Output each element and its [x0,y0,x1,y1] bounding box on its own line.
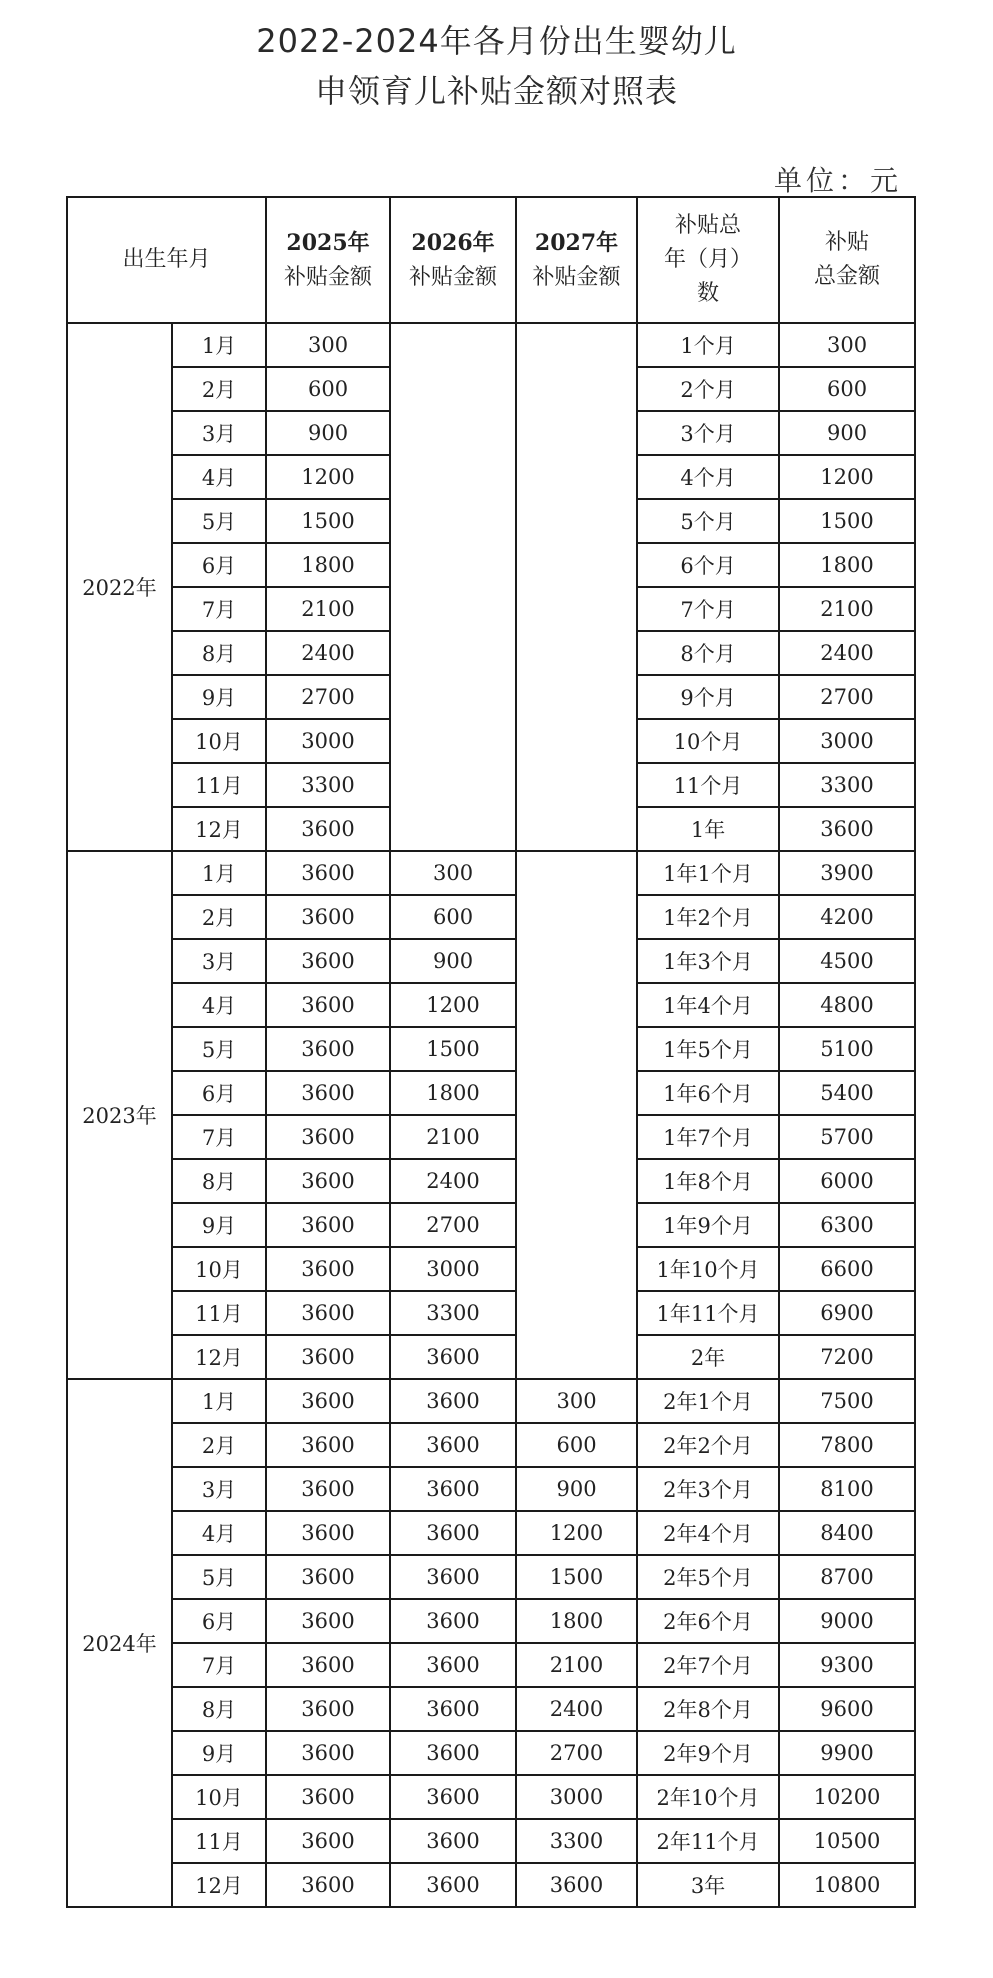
header-2027-label: 补贴金额 [532,264,621,290]
subsidy-2026-cell: 3600 [390,1335,516,1379]
birth-month-cell: 4月 [172,455,266,499]
subsidy-2026-cell: 3600 [390,1599,516,1643]
birth-month-cell: 11月 [172,1819,266,1863]
duration-cell: 2个月 [637,367,779,411]
duration-cell: 2年10个月 [637,1775,779,1819]
subsidy-2025-cell: 3600 [266,895,390,939]
duration-cell: 10个月 [637,719,779,763]
duration-cell: 2年11个月 [637,1819,779,1863]
duration-cell: 1年2个月 [637,895,779,939]
birth-month-cell: 4月 [172,1511,266,1555]
total-amount-cell: 7200 [779,1335,915,1379]
birth-month-cell: 7月 [172,1643,266,1687]
table-row [67,1555,915,1599]
subsidy-2026-cell: 900 [390,939,516,983]
total-amount-cell: 10800 [779,1863,915,1907]
subsidy-2027-cell: 1200 [516,1511,637,1555]
subsidy-2026-cell: 3600 [390,1687,516,1731]
subsidy-2025-cell: 3600 [266,1555,390,1599]
total-amount-cell: 6000 [779,1159,915,1203]
subsidy-2025-cell: 3600 [266,1247,390,1291]
birth-month-cell: 6月 [172,1071,266,1115]
total-amount-cell: 1200 [779,455,915,499]
subsidy-2025-cell: 3600 [266,1687,390,1731]
subsidy-2026-cell: 3600 [390,1379,516,1423]
total-amount-cell: 3900 [779,851,915,895]
header-2025-year: 2025年 [286,229,370,256]
total-amount-cell: 600 [779,367,915,411]
document-title-line-1: 2022-2024年各月份出生婴幼儿 [256,22,737,60]
table-row [67,1203,915,1247]
birth-month-cell: 1月 [172,323,266,367]
birth-month-cell: 9月 [172,1731,266,1775]
subsidy-2026-cell [390,323,516,851]
subsidy-2027-cell: 3000 [516,1775,637,1819]
subsidy-2025-cell: 3600 [266,983,390,1027]
header-2025-label: 补贴金额 [284,264,373,290]
total-amount-cell: 3000 [779,719,915,763]
duration-cell: 3个月 [637,411,779,455]
header-2027-year: 2027年 [534,229,619,256]
birth-month-cell: 8月 [172,631,266,675]
header-2026 [390,197,516,323]
duration-cell: 1年5个月 [637,1027,779,1071]
subsidy-2025-cell: 3600 [266,1731,390,1775]
duration-cell: 1年 [637,807,779,851]
duration-cell: 1年9个月 [637,1203,779,1247]
duration-cell: 6个月 [637,543,779,587]
subsidy-2025-cell: 2100 [266,587,390,631]
table-row [67,939,915,983]
subsidy-2026-cell: 3600 [390,1511,516,1555]
subsidy-2025-cell: 2400 [266,631,390,675]
total-amount-cell: 2100 [779,587,915,631]
total-amount-cell: 5100 [779,1027,915,1071]
subsidy-2026-cell: 1800 [390,1071,516,1115]
header-birth-label: 出生年月 [122,247,211,272]
subsidy-2025-cell: 3000 [266,719,390,763]
total-amount-cell: 1500 [779,499,915,543]
subsidy-2026-cell: 2700 [390,1203,516,1247]
subsidy-2025-cell: 3600 [266,1467,390,1511]
birth-month-cell: 10月 [172,1775,266,1819]
birth-month-cell: 7月 [172,587,266,631]
duration-cell: 2年6个月 [637,1599,779,1643]
duration-cell: 4个月 [637,455,779,499]
total-amount-cell: 8700 [779,1555,915,1599]
table-row [67,1027,915,1071]
header-duration-line-3: 数 [697,281,720,306]
subsidy-2025-cell: 1800 [266,543,390,587]
table-row [67,1423,915,1467]
total-amount-cell: 6300 [779,1203,915,1247]
header-total [779,197,915,323]
total-amount-cell: 9600 [779,1687,915,1731]
total-amount-cell: 8100 [779,1467,915,1511]
table-row [67,1687,915,1731]
birth-month-cell: 5月 [172,499,266,543]
subsidy-2027-cell: 3300 [516,1819,637,1863]
subsidy-2027-cell [516,851,637,1379]
subsidy-2026-cell: 3600 [390,1423,516,1467]
birth-month-cell: 2月 [172,1423,266,1467]
duration-cell: 1个月 [637,323,779,367]
birth-year-cell: 2024年 [67,1379,172,1907]
subsidy-2025-cell: 3600 [266,1159,390,1203]
birth-month-cell: 12月 [172,1335,266,1379]
table-row [67,1731,915,1775]
table-row [67,983,915,1027]
subsidy-2025-cell: 3600 [266,1775,390,1819]
subsidy-2027-cell: 300 [516,1379,637,1423]
total-amount-cell: 900 [779,411,915,455]
subsidy-2025-cell: 3600 [266,1335,390,1379]
birth-month-cell: 5月 [172,1555,266,1599]
subsidy-2025-cell: 1500 [266,499,390,543]
duration-cell: 1年7个月 [637,1115,779,1159]
total-amount-cell: 7500 [779,1379,915,1423]
subsidy-2026-cell: 1500 [390,1027,516,1071]
header-total-line-2: 总金额 [814,264,881,289]
total-amount-cell: 300 [779,323,915,367]
table-row [67,1819,915,1863]
subsidy-2025-cell: 3600 [266,1423,390,1467]
table-row [67,851,915,895]
table-row [67,1159,915,1203]
total-amount-cell: 2400 [779,631,915,675]
table-row [67,1775,915,1819]
birth-month-cell: 10月 [172,1247,266,1291]
total-amount-cell: 6900 [779,1291,915,1335]
table-row [67,1247,915,1291]
table-row [67,1511,915,1555]
document-title-line-2: 申领育儿补贴金额对照表 [314,72,678,110]
birth-month-cell: 8月 [172,1159,266,1203]
birth-month-cell: 5月 [172,1027,266,1071]
subsidy-2025-cell: 3600 [266,1071,390,1115]
table-body [67,323,915,1907]
table-row [67,323,915,367]
duration-cell: 2年3个月 [637,1467,779,1511]
table-row [67,1115,915,1159]
duration-cell: 1年1个月 [637,851,779,895]
subsidy-2025-cell: 3600 [266,1511,390,1555]
birth-month-cell: 12月 [172,807,266,851]
duration-cell: 1年3个月 [637,939,779,983]
table-row [67,1071,915,1115]
birth-month-cell: 3月 [172,939,266,983]
subsidy-2025-cell: 1200 [266,455,390,499]
total-amount-cell: 9000 [779,1599,915,1643]
subsidy-2026-cell: 3600 [390,1731,516,1775]
subsidy-2025-cell: 2700 [266,675,390,719]
subsidy-2026-cell: 3600 [390,1863,516,1907]
duration-cell: 2年8个月 [637,1687,779,1731]
total-amount-cell: 4200 [779,895,915,939]
duration-cell: 2年1个月 [637,1379,779,1423]
subsidy-table [66,196,916,1908]
subsidy-2026-cell: 3600 [390,1643,516,1687]
birth-month-cell: 9月 [172,675,266,719]
birth-month-cell: 2月 [172,895,266,939]
duration-cell: 9个月 [637,675,779,719]
duration-cell: 2年7个月 [637,1643,779,1687]
subsidy-2026-cell: 3600 [390,1555,516,1599]
header-duration [637,197,779,323]
birth-month-cell: 9月 [172,1203,266,1247]
table-row [67,1291,915,1335]
subsidy-2026-cell: 1200 [390,983,516,1027]
birth-month-cell: 12月 [172,1863,266,1907]
birth-month-cell: 4月 [172,983,266,1027]
subsidy-2027-cell: 2100 [516,1643,637,1687]
birth-month-cell: 1月 [172,1379,266,1423]
duration-cell: 1年11个月 [637,1291,779,1335]
subsidy-2025-cell: 3600 [266,1379,390,1423]
subsidy-2027-cell [516,323,637,851]
header-duration-line-2: 年（月） [664,247,753,272]
subsidy-2027-cell: 1800 [516,1599,637,1643]
birth-year-cell: 2022年 [67,323,172,851]
subsidy-2025-cell: 3600 [266,1599,390,1643]
subsidy-2025-cell: 3600 [266,1115,390,1159]
subsidy-2025-cell: 3600 [266,1203,390,1247]
total-amount-cell: 3300 [779,763,915,807]
total-amount-cell: 8400 [779,1511,915,1555]
subsidy-2026-cell: 2100 [390,1115,516,1159]
subsidy-2026-cell: 3000 [390,1247,516,1291]
subsidy-2025-cell: 3600 [266,851,390,895]
duration-cell: 3年 [637,1863,779,1907]
total-amount-cell: 2700 [779,675,915,719]
duration-cell: 8个月 [637,631,779,675]
total-amount-cell: 7800 [779,1423,915,1467]
total-amount-cell: 9900 [779,1731,915,1775]
subsidy-2025-cell: 900 [266,411,390,455]
subsidy-2025-cell: 3600 [266,1291,390,1335]
table-row [67,1335,915,1379]
duration-cell: 5个月 [637,499,779,543]
subsidy-2027-cell: 900 [516,1467,637,1511]
header-2026-label: 补贴金额 [409,264,498,290]
header-total-line-1: 补贴 [825,230,870,255]
subsidy-2027-cell: 600 [516,1423,637,1467]
table-row [67,1599,915,1643]
birth-month-cell: 6月 [172,543,266,587]
subsidy-2026-cell: 600 [390,895,516,939]
subsidy-2025-cell: 3600 [266,1863,390,1907]
birth-month-cell: 3月 [172,1467,266,1511]
total-amount-cell: 4800 [779,983,915,1027]
duration-cell: 2年4个月 [637,1511,779,1555]
header-birth [67,197,266,323]
total-amount-cell: 10200 [779,1775,915,1819]
total-amount-cell: 10500 [779,1819,915,1863]
duration-cell: 11个月 [637,763,779,807]
table-row [67,1467,915,1511]
table-row [67,895,915,939]
subsidy-2026-cell: 3600 [390,1775,516,1819]
birth-month-cell: 11月 [172,1291,266,1335]
unit-label: 单位：元 [774,164,903,197]
total-amount-cell: 6600 [779,1247,915,1291]
total-amount-cell: 1800 [779,543,915,587]
subsidy-2026-cell: 3600 [390,1467,516,1511]
total-amount-cell: 4500 [779,939,915,983]
header-2025 [266,197,390,323]
subsidy-2026-cell: 2400 [390,1159,516,1203]
duration-cell: 7个月 [637,587,779,631]
subsidy-2025-cell: 3600 [266,939,390,983]
subsidy-2027-cell: 2400 [516,1687,637,1731]
duration-cell: 1年4个月 [637,983,779,1027]
subsidy-2027-cell: 1500 [516,1555,637,1599]
subsidy-2027-cell: 2700 [516,1731,637,1775]
subsidy-2025-cell: 3600 [266,1819,390,1863]
birth-year-cell: 2023年 [67,851,172,1379]
duration-cell: 1年10个月 [637,1247,779,1291]
duration-cell: 2年5个月 [637,1555,779,1599]
birth-month-cell: 11月 [172,763,266,807]
duration-cell: 1年6个月 [637,1071,779,1115]
duration-cell: 2年 [637,1335,779,1379]
birth-month-cell: 2月 [172,367,266,411]
birth-month-cell: 10月 [172,719,266,763]
birth-month-cell: 3月 [172,411,266,455]
subsidy-2025-cell: 3600 [266,1027,390,1071]
birth-month-cell: 6月 [172,1599,266,1643]
total-amount-cell: 5700 [779,1115,915,1159]
table-row [67,1863,915,1907]
total-amount-cell: 5400 [779,1071,915,1115]
birth-month-cell: 1月 [172,851,266,895]
duration-cell: 2年2个月 [637,1423,779,1467]
table-row [67,1643,915,1687]
subsidy-2025-cell: 3600 [266,807,390,851]
header-2027 [516,197,637,323]
table-row [67,1379,915,1423]
subsidy-2025-cell: 300 [266,323,390,367]
header-2026-year: 2026年 [411,229,495,256]
subsidy-2027-cell: 3600 [516,1863,637,1907]
subsidy-2026-cell: 3600 [390,1819,516,1863]
duration-cell: 1年8个月 [637,1159,779,1203]
duration-cell: 2年9个月 [637,1731,779,1775]
total-amount-cell: 9300 [779,1643,915,1687]
header-duration-line-1: 补贴总 [675,213,742,238]
header-row [67,197,915,323]
subsidy-2026-cell: 300 [390,851,516,895]
subsidy-2025-cell: 3300 [266,763,390,807]
subsidy-2025-cell: 3600 [266,1643,390,1687]
total-amount-cell: 3600 [779,807,915,851]
subsidy-2025-cell: 600 [266,367,390,411]
birth-month-cell: 8月 [172,1687,266,1731]
subsidy-2026-cell: 3300 [390,1291,516,1335]
birth-month-cell: 7月 [172,1115,266,1159]
